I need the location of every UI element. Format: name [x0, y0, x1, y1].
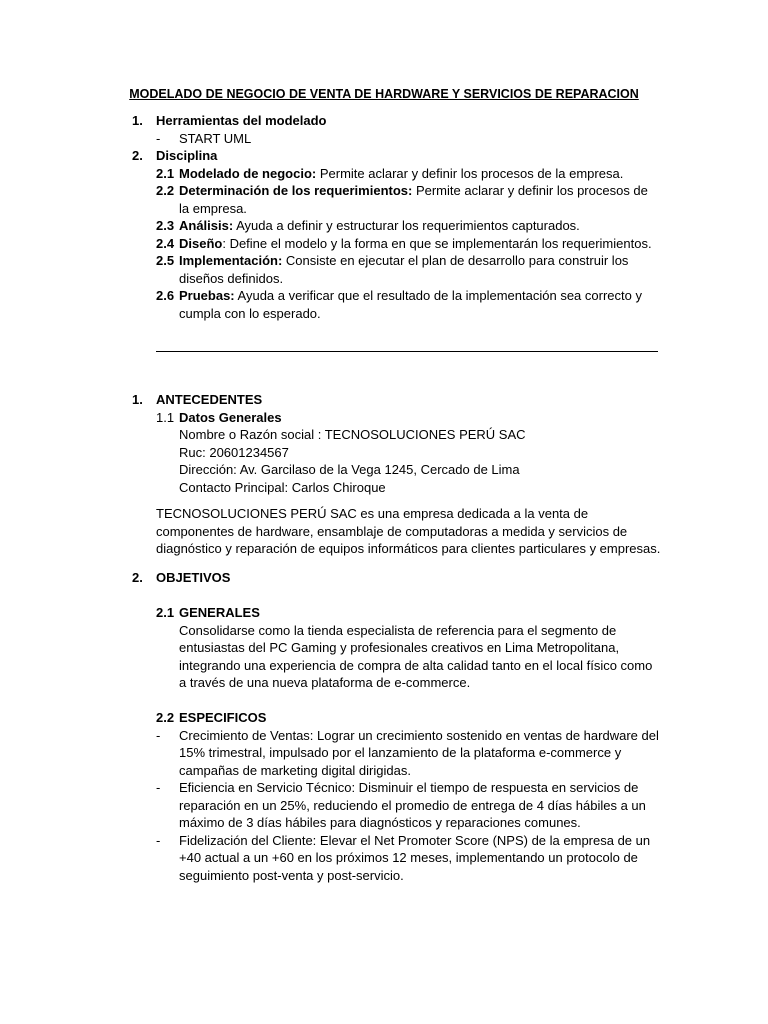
discipline-term: Análisis: — [179, 218, 234, 233]
subsection-number: 1.1 — [156, 409, 175, 425]
company-description-text: TECNOSOLUCIONES PERÚ SAC es una empresa dedicada a la venta de componentes de hardware, ensamblaje de computadoras a medida y servicios de diagnóstico y reparación de equipos informáticos para clientes particulares y empresas. — [156, 506, 661, 556]
address-line — [0, 461, 768, 479]
discipline-number: 2.6 — [156, 288, 175, 303]
contact-value: Contacto Principal: Carlos Chiroque — [179, 479, 386, 495]
tool-bullet — [0, 130, 768, 148]
generales-text: Consolidarse como la tienda especialista de referencia para el segmento de entusiastas del PC Gaming y profesionales creativos en Lima Metropolitana, integrando una experiencia de compra de alta calidad tanto en el local físico como a través de una nueva plataforma de e-commerce. — [179, 622, 653, 690]
discipline-term: Diseño — [179, 235, 223, 251]
specific-objective-text: Crecimiento de Ventas: Lograr un crecimiento sostenido en ventas de hardware del 15% trimestral, impulsado por el lanzamiento de la plataforma e-commerce y campañas de marketing digital dirigidas. — [179, 727, 659, 778]
discipline-item — [0, 235, 768, 253]
subsection-number: 2.1 — [156, 605, 175, 620]
address-value: Dirección: Av. Garcilaso de la Vega 1245, Cercado de Lima — [179, 462, 520, 477]
document-title: MODELADO DE NEGOCIO DE VENTA DE HARDWARE Y SERVICIOS DE REPARACION — [129, 87, 639, 101]
discipline-item — [0, 287, 768, 322]
antecedentes-heading-row — [0, 391, 768, 409]
tool-name: START UML — [179, 130, 252, 146]
discipline-desc: Permite aclarar y definir los procesos de la empresa. — [316, 165, 624, 181]
list-number: 2. — [132, 148, 143, 163]
objetivos-heading: OBJETIVOS — [156, 570, 231, 585]
discipline-term: Modelado de negocio: — [179, 165, 317, 181]
ruc-value: Ruc: 20601234567 — [179, 444, 289, 460]
company-description — [0, 505, 768, 558]
dash-marker: - — [156, 130, 161, 146]
tools-heading: Herramientas del modelado — [156, 113, 327, 128]
discipline-term: Determinación de los requerimientos: — [179, 183, 413, 198]
discipline-term: Pruebas: — [179, 288, 235, 303]
discipline-number: 2.5 — [156, 253, 175, 268]
discipline-number: 2.1 — [156, 165, 175, 181]
discipline-number: 2.3 — [156, 218, 175, 233]
discipline-number: 2.2 — [156, 183, 175, 198]
company-name: Nombre o Razón social : TECNOSOLUCIONES PERÚ SAC — [179, 427, 526, 442]
dash-marker: - — [156, 832, 161, 848]
discipline-term: Implementación: — [179, 253, 283, 268]
horizontal-divider — [156, 351, 658, 352]
specific-objective-item — [0, 727, 768, 780]
especificos-heading-row — [0, 709, 768, 727]
dash-marker: - — [156, 727, 161, 743]
specific-objective-item — [0, 779, 768, 832]
antecedentes-section — [0, 391, 768, 558]
list-number: 1. — [132, 392, 143, 407]
generales-heading: GENERALES — [179, 605, 260, 620]
specific-objective-text: Fidelización del Cliente: Elevar el Net Promoter Score (NPS) de la empresa de un +40 actual a un +60 en los próximos 12 meses, implementando un protocolo de seguimiento post-venta y post-servicio. — [179, 832, 651, 883]
discipline-item — [0, 182, 768, 217]
antecedentes-heading: ANTECEDENTES — [156, 392, 263, 407]
discipline-item — [0, 252, 768, 287]
list-item-tools — [0, 112, 768, 130]
objetivos-heading-row — [0, 569, 768, 587]
specific-objective-text: Eficiencia en Servicio Técnico: Disminuir el tiempo de respuesta en servicios de reparación en un 25%, reduciendo el promedio de entrega de 4 días hábiles a un máximo de 3 días hábiles para diagnósticos y reparaciones comunes. — [179, 780, 646, 830]
objetivos-section — [0, 569, 768, 884]
subsection-number: 2.2 — [156, 710, 175, 725]
specific-objective-item — [0, 832, 768, 885]
discipline-desc: Consiste en ejecutar el plan de desarrollo para construir los diseños definidos. — [179, 253, 629, 286]
list-number: 2. — [132, 570, 143, 585]
discipline-number: 2.4 — [156, 235, 175, 251]
discipline-desc: Permite aclarar y definir los procesos de la empresa. — [179, 183, 648, 216]
general-data-heading-row — [0, 409, 768, 427]
list-number: 1. — [132, 113, 143, 128]
discipline-item — [0, 217, 768, 235]
especificos-heading: ESPECIFICOS — [179, 710, 267, 725]
company-name-line — [0, 426, 768, 444]
discipline-desc: Ayuda a definir y estructurar los requerimientos capturados. — [233, 218, 580, 233]
generales-heading-row — [0, 604, 768, 622]
dash-marker: - — [156, 780, 161, 795]
discipline-desc: Ayuda a verificar que el resultado de la implementación sea correcto y cumpla con lo esperado. — [179, 288, 642, 321]
discipline-item — [0, 165, 768, 183]
contact-line — [0, 479, 768, 497]
ruc-line — [0, 444, 768, 462]
discipline-heading: Disciplina — [156, 148, 218, 163]
general-data-heading: Datos Generales — [179, 409, 282, 425]
methodology-section — [0, 112, 768, 322]
discipline-desc: : Define el modelo y la forma en que se implementarán los requerimientos. — [222, 235, 652, 251]
list-item-discipline — [0, 147, 768, 165]
